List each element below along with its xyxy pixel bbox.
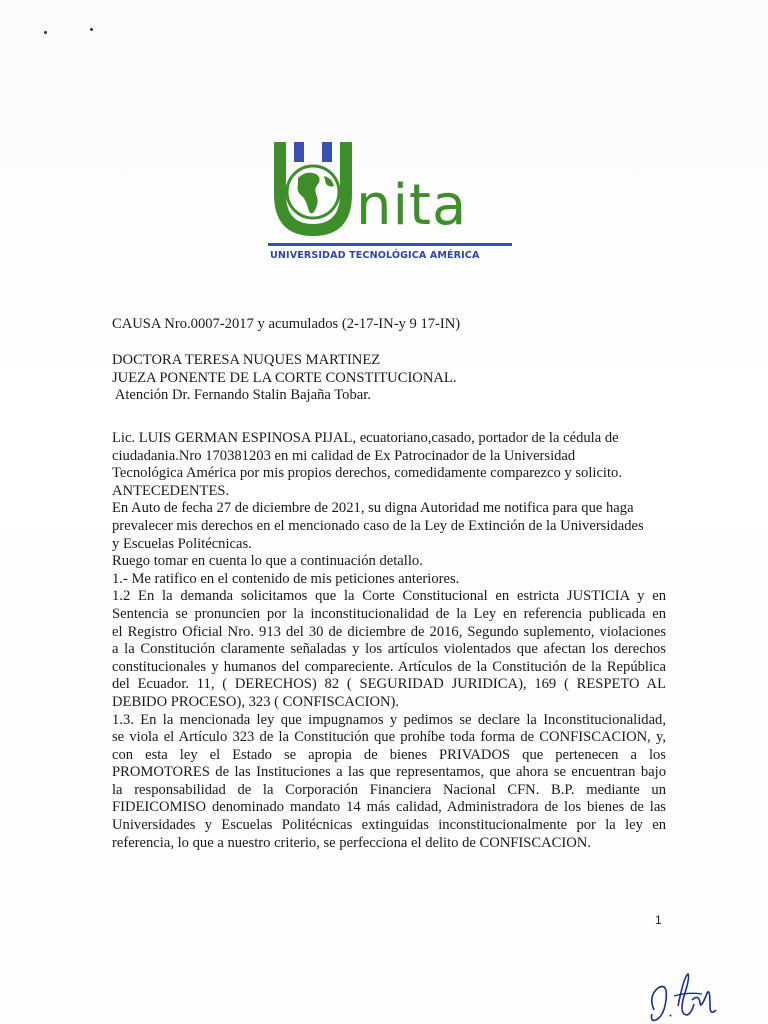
case-reference <box>112 316 666 334</box>
body-line: prevalecer mis derechos en el mencionado caso de la Ley de Extinción de la Universidades <box>112 517 644 534</box>
body-line: la responsabilidad de la Corporación Financiera Nacional CFN. B.P. mediante un <box>112 781 666 798</box>
body-line: Universidades y Escuelas Politécnicas extinguidas inconstitucionalmente por la ley en <box>112 817 666 834</box>
body-line: Tecnológica América por mis propios derechos, comedidamente comparezco y solicito. <box>112 465 622 482</box>
body-line: y Escuelas Politécnicas. <box>112 535 252 552</box>
body-line: constitucionales y humanos del compareciente. Artículos de la Constitución de la República <box>112 658 666 675</box>
globe-emblem-icon <box>268 136 358 240</box>
body-line: DEBIDO PROCESO), 323 ( CONFISCACION). <box>112 693 400 710</box>
letter-body <box>112 430 666 852</box>
case-number: CAUSA Nro.0007-2017 y acumulados (2-17-IN-y 9 17-IN) <box>112 316 461 332</box>
page-number: 1 <box>655 913 662 927</box>
handwritten-signature <box>644 966 724 1024</box>
body-line: se viola el Artículo 323 de la Constitución que prohíbe toda forma de CONFISCACION, y, <box>112 729 666 746</box>
body-line: 1.3. En la mencionada ley que impugnamos y pedimos se declare la Inconstitucionalidad, <box>112 711 666 728</box>
body-line: Sentencia se pronuncien por la inconstitucionalidad de la Ley en referencia publicada en <box>112 605 666 622</box>
section-heading: ANTECEDENTES. <box>112 482 230 499</box>
body-line: 1.- Me ratifico en el contenido de mis peticiones anteriores. <box>112 570 460 587</box>
logo-wordmark: nita <box>356 173 468 238</box>
recipient-line: JUEZA PONENTE DE LA CORTE CONSTITUCIONAL. <box>112 369 457 386</box>
body-line: En Auto de fecha 27 de diciembre de 2021, su digna Autoridad me notifica para que haga <box>112 500 634 517</box>
body-line: referencia, lo que a nuestro criterio, se perfecciona el delito de CONFISCACION. <box>112 834 591 851</box>
recipient-line: Atención Dr. Fernando Stalin Bajaña Tobar. <box>112 387 371 404</box>
body-line: con esta ley el Estado se apropia de bienes PRIVADOS que pertenecen a los <box>112 746 666 763</box>
recipient-block <box>112 352 666 405</box>
body-line: 1.2 En la demanda solicitamos que la Corte Constitucional en estricta JUSTICIA y en <box>112 588 666 605</box>
body-line: el Registro Oficial Nro. 913 del 30 de diciembre de 2016, Segundo suplemento, violaciones <box>112 623 666 640</box>
recipient-line: DOCTORA TERESA NUQUES MARTINEZ <box>112 352 381 368</box>
body-line: Lic. LUIS GERMAN ESPINOSA PIJAL, ecuatoriano,casado, portador de la cédula de <box>112 430 619 446</box>
body-line: FIDEICOMISO denominado mandato 14 más calidad, Administradora de los bienes de las <box>112 799 666 816</box>
logo-divider <box>268 243 512 246</box>
body-line: ciudadania.Nro 170381203 en mi calidad de Ex Patrocinador de la Universidad <box>112 447 576 464</box>
logo-subtitle: UNIVERSIDAD TECNOLÓGICA AMÉRICA <box>270 250 480 261</box>
body-line: Ruego tomar en cuenta lo que a continuación detallo. <box>112 553 423 570</box>
university-logo <box>268 136 514 268</box>
body-line: del Ecuador. 11, ( DERECHOS) 82 ( SEGURIDAD JURIDICA), 169 ( RESPETO AL <box>112 676 666 693</box>
body-line: a la Constitución claramente señaladas y los artículos violentados que afectan los derechos <box>112 641 666 658</box>
body-line: PROMOTORES de las Instituciones a las que representamos, que ahora se encuentran bajo <box>112 764 666 781</box>
